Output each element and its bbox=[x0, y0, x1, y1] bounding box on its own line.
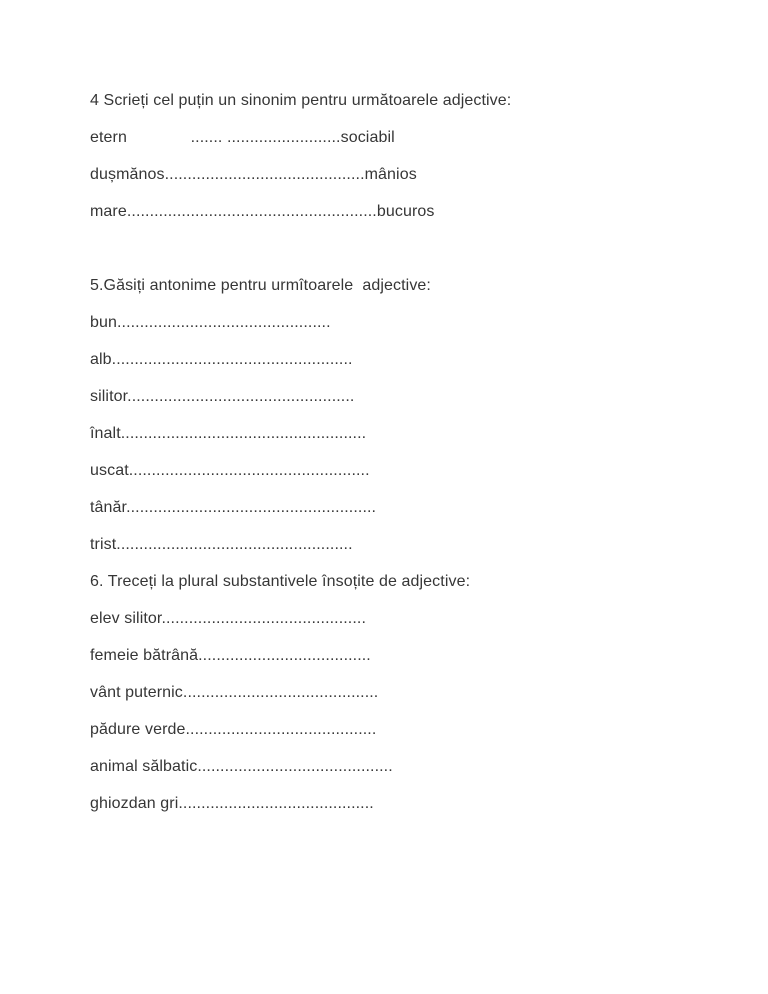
exercise-5-heading: 5.Găsiți antonime pentru urmîtoarele adjective: bbox=[90, 277, 431, 294]
exercise-6-heading: 6. Treceți la plural substantivele însoțite de adjective: bbox=[90, 573, 471, 590]
synonym-pair-line: etern ....... .........................sociabil bbox=[90, 129, 395, 146]
plural-fill-line: elev silitor............................................. bbox=[90, 610, 366, 627]
antonym-fill-line: înalt...................................................... bbox=[90, 425, 367, 442]
antonym-fill-line: uscat..................................................... bbox=[90, 462, 370, 479]
antonym-fill-line: bun............................................... bbox=[90, 314, 331, 331]
blank-line bbox=[90, 230, 698, 267]
antonym-fill-line: trist.................................................... bbox=[90, 536, 353, 553]
document-body bbox=[90, 82, 698, 822]
exercise-6-section bbox=[90, 563, 698, 822]
exercise-4-heading: 4 Scrieți cel puțin un sinonim pentru următoarele adjective: bbox=[90, 92, 512, 109]
plural-fill-line: vânt puternic........................................... bbox=[90, 684, 379, 701]
plural-fill-line: femeie bătrână...................................... bbox=[90, 647, 371, 664]
exercise-5-section bbox=[90, 267, 698, 563]
antonym-fill-line: silitor.................................................. bbox=[90, 388, 355, 405]
plural-fill-line: ghiozdan gri........................................... bbox=[90, 795, 374, 812]
antonym-fill-line: tânăr....................................................... bbox=[90, 499, 377, 516]
antonym-fill-line: alb..................................................... bbox=[90, 351, 353, 368]
plural-fill-line: animal sălbatic........................................... bbox=[90, 758, 393, 775]
synonym-pair-line: mare.......................................................bucuros bbox=[90, 203, 435, 220]
plural-fill-line: pădure verde.......................................... bbox=[90, 721, 377, 738]
exercise-4-section bbox=[90, 82, 698, 230]
synonym-pair-line: dușmănos............................................mânios bbox=[90, 166, 417, 183]
